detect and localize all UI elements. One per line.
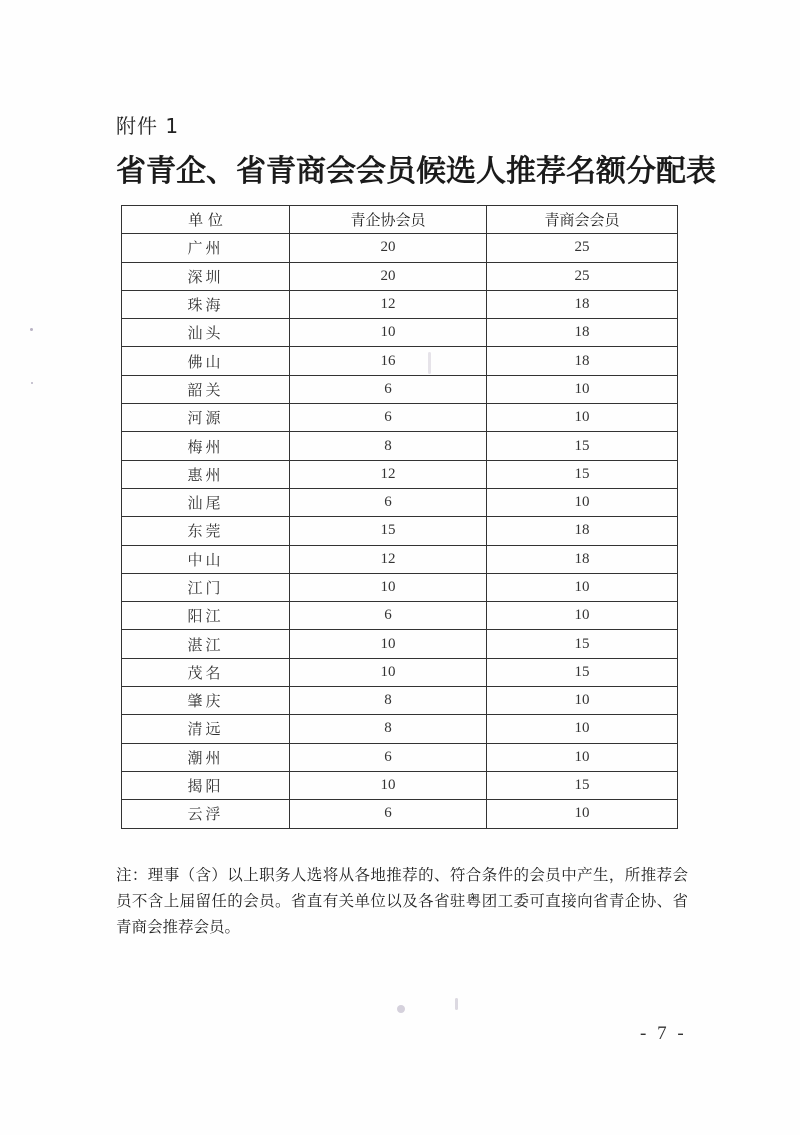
youth-entrepreneurs-cell: 6: [290, 602, 487, 630]
youth-chamber-cell: 10: [487, 404, 678, 432]
table-row: [122, 687, 678, 715]
table-row: [122, 715, 678, 743]
youth-chamber-cell: 15: [487, 771, 678, 799]
header-youth-entrepreneurs: 青企协会员: [290, 206, 487, 234]
youth-entrepreneurs-cell: 8: [290, 715, 487, 743]
youth-chamber-cell: 10: [487, 573, 678, 601]
table-row: [122, 800, 678, 828]
table-row: [122, 460, 678, 488]
youth-chamber-cell: 18: [487, 290, 678, 318]
unit-cell: 云浮: [122, 800, 290, 828]
unit-cell: 佛山: [122, 347, 290, 375]
table-row: [122, 234, 678, 262]
unit-cell: 茂名: [122, 658, 290, 686]
youth-entrepreneurs-cell: 6: [290, 375, 487, 403]
table-row: [122, 743, 678, 771]
table-body: [122, 234, 678, 828]
youth-entrepreneurs-cell: 6: [290, 800, 487, 828]
youth-chamber-cell: 10: [487, 488, 678, 516]
unit-cell: 珠海: [122, 290, 290, 318]
table-row: [122, 771, 678, 799]
unit-cell: 东莞: [122, 517, 290, 545]
youth-chamber-cell: 25: [487, 262, 678, 290]
youth-chamber-cell: 10: [487, 800, 678, 828]
youth-chamber-cell: 15: [487, 460, 678, 488]
header-unit: 单 位: [122, 206, 290, 234]
youth-entrepreneurs-cell: 8: [290, 687, 487, 715]
youth-chamber-cell: 25: [487, 234, 678, 262]
attachment-label: 附件 1: [116, 114, 180, 138]
scan-speck: [455, 998, 458, 1010]
youth-chamber-cell: 15: [487, 432, 678, 460]
page-number: - 7 -: [640, 1023, 687, 1044]
scan-speck: [397, 1005, 405, 1013]
youth-entrepreneurs-cell: 10: [290, 658, 487, 686]
scan-speck: [30, 328, 33, 331]
youth-chamber-cell: 10: [487, 715, 678, 743]
unit-cell: 中山: [122, 545, 290, 573]
unit-cell: 清远: [122, 715, 290, 743]
youth-chamber-cell: 15: [487, 630, 678, 658]
unit-cell: 肇庆: [122, 687, 290, 715]
header-youth-chamber: 青商会会员: [487, 206, 678, 234]
unit-cell: 惠州: [122, 460, 290, 488]
table-row: [122, 319, 678, 347]
table-row: [122, 290, 678, 318]
youth-chamber-cell: 15: [487, 658, 678, 686]
allocation-table: [121, 205, 678, 829]
youth-chamber-cell: 10: [487, 375, 678, 403]
table-row: [122, 488, 678, 516]
table-row: [122, 262, 678, 290]
unit-cell: 阳江: [122, 602, 290, 630]
youth-entrepreneurs-cell: 10: [290, 771, 487, 799]
table-row: [122, 347, 678, 375]
table-row: [122, 602, 678, 630]
table-row: [122, 517, 678, 545]
table-row: [122, 432, 678, 460]
table-row: [122, 375, 678, 403]
youth-entrepreneurs-cell: 20: [290, 262, 487, 290]
scan-speck: [428, 352, 431, 374]
scan-speck: [31, 382, 33, 384]
youth-entrepreneurs-cell: 6: [290, 488, 487, 516]
youth-entrepreneurs-cell: 6: [290, 404, 487, 432]
youth-entrepreneurs-cell: 12: [290, 460, 487, 488]
unit-cell: 梅州: [122, 432, 290, 460]
unit-cell: 深圳: [122, 262, 290, 290]
youth-entrepreneurs-cell: 10: [290, 630, 487, 658]
unit-cell: 湛江: [122, 630, 290, 658]
unit-cell: 韶关: [122, 375, 290, 403]
unit-cell: 汕尾: [122, 488, 290, 516]
youth-entrepreneurs-cell: 20: [290, 234, 487, 262]
unit-cell: 河源: [122, 404, 290, 432]
youth-entrepreneurs-cell: 10: [290, 319, 487, 347]
unit-cell: 江门: [122, 573, 290, 601]
youth-entrepreneurs-cell: 12: [290, 545, 487, 573]
youth-chamber-cell: 18: [487, 347, 678, 375]
youth-entrepreneurs-cell: 8: [290, 432, 487, 460]
footnote: 注：理事（含）以上职务人选将从各地推荐的、符合条件的会员中产生，所推荐会员不含上届留任的会员。省直有关单位以及各省驻粤团工委可直接向省青企协、省青商会推荐会员。: [116, 866, 688, 936]
unit-cell: 广州: [122, 234, 290, 262]
youth-chamber-cell: 18: [487, 545, 678, 573]
table-row: [122, 658, 678, 686]
unit-cell: 揭阳: [122, 771, 290, 799]
youth-entrepreneurs-cell: 6: [290, 743, 487, 771]
youth-chamber-cell: 18: [487, 319, 678, 347]
unit-cell: 潮州: [122, 743, 290, 771]
youth-entrepreneurs-cell: 10: [290, 573, 487, 601]
document-title: 省青企、省青商会会员候选人推荐名额分配表: [116, 154, 716, 189]
table-row: [122, 404, 678, 432]
youth-chamber-cell: 18: [487, 517, 678, 545]
table-row: [122, 573, 678, 601]
youth-entrepreneurs-cell: 15: [290, 517, 487, 545]
youth-chamber-cell: 10: [487, 743, 678, 771]
table-row: [122, 630, 678, 658]
youth-entrepreneurs-cell: 16: [290, 347, 487, 375]
youth-chamber-cell: 10: [487, 687, 678, 715]
table-header-row: [122, 206, 678, 234]
table-row: [122, 545, 678, 573]
unit-cell: 汕头: [122, 319, 290, 347]
youth-chamber-cell: 10: [487, 602, 678, 630]
youth-entrepreneurs-cell: 12: [290, 290, 487, 318]
